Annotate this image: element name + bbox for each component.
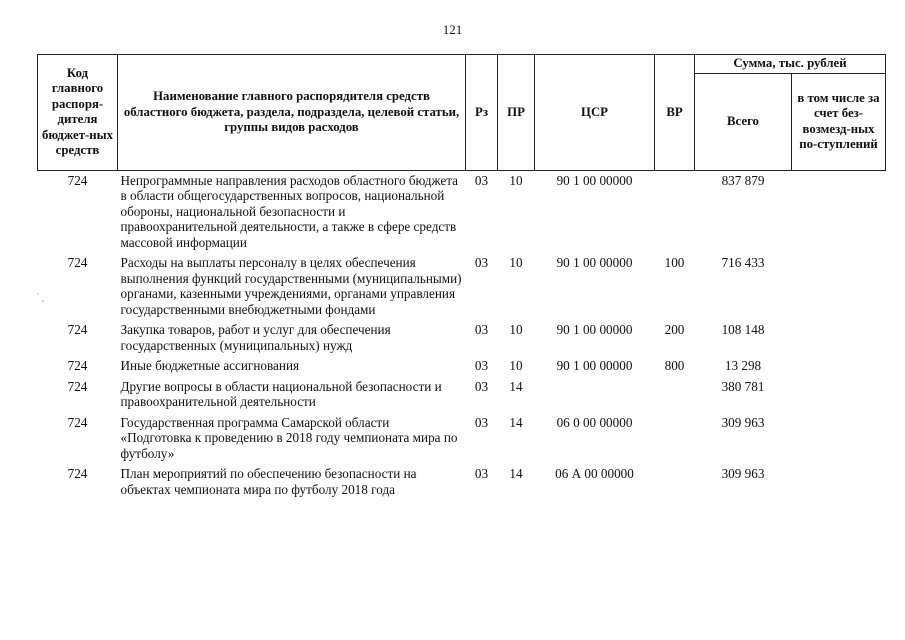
cell-gratuitous xyxy=(792,253,886,320)
table-row xyxy=(38,356,886,377)
cell-pr: 14 xyxy=(509,378,523,394)
cell-name: Другие вопросы в области национальной безопасности и правоохранительной деятельности xyxy=(120,378,442,409)
cell-rz: 03 xyxy=(474,255,489,270)
table-row xyxy=(38,464,886,500)
cell-csr: 90 1 00 00000 xyxy=(556,358,633,373)
cell-total: 309 963 xyxy=(721,414,765,430)
cell-gratuitous xyxy=(792,170,886,253)
table-row xyxy=(38,413,886,465)
cell-csr: 06 0 00 00000 xyxy=(556,414,633,430)
cell-csr xyxy=(535,377,655,413)
budget-table xyxy=(37,54,886,500)
cell-vr: 200 xyxy=(664,322,685,337)
cell-gratuitous xyxy=(792,356,886,377)
cell-gratuitous xyxy=(792,320,886,356)
cell-rz: 03 xyxy=(474,466,489,481)
cell-pr: 10 xyxy=(509,322,523,337)
cell-gratuitous xyxy=(792,377,886,413)
cell-rz: 03 xyxy=(474,358,489,373)
cell-name: Государственная программа Самарской области «Подготовка к проведению в 2018 году чемпионата мира по футболу» xyxy=(120,414,458,461)
cell-total: 837 879 xyxy=(721,172,765,188)
cell-csr: 06 А 00 00000 xyxy=(555,466,634,481)
cell-pr: 10 xyxy=(509,255,523,270)
cell-rz: 03 xyxy=(474,378,489,394)
cell-name: Расходы на выплаты персоналу в целях обеспечения выполнения функций государственными (муниципальными) органами, казенными учреждениями, органами управления государственными внебюджетными фондами xyxy=(120,255,462,317)
cell-name: Закупка товаров, работ и услуг для обеспечения государственных (муниципальных) нужд xyxy=(120,322,391,353)
cell-total: 309 963 xyxy=(721,466,765,481)
header-name: Наименование главного распорядителя средств областного бюджета, раздела, подраздела, целевой статьи, группы видов расходов xyxy=(118,55,466,171)
cell-rz: 03 xyxy=(474,322,489,337)
cell-csr: 90 1 00 00000 xyxy=(556,322,633,337)
cell-vr xyxy=(655,464,695,500)
cell-rz: 03 xyxy=(474,414,489,430)
cell-pr: 14 xyxy=(509,466,523,481)
cell-code: 724 xyxy=(67,322,88,337)
cell-name: Иные бюджетные ассигнования xyxy=(120,358,300,373)
cell-total: 716 433 xyxy=(721,255,765,270)
table-row xyxy=(38,320,886,356)
cell-name: План мероприятий по обеспечению безопасности на объектах чемпионата мира по футболу 2018 года xyxy=(120,466,417,497)
table-body xyxy=(38,170,886,500)
table-row xyxy=(38,170,886,253)
header-pr: ПР xyxy=(498,55,535,171)
header-gratuitous: в том числе за счет без-возмезд-ных по-ступлений xyxy=(792,73,886,170)
table-row xyxy=(38,253,886,320)
cell-vr xyxy=(655,377,695,413)
cell-vr xyxy=(655,170,695,253)
header-vr: ВР xyxy=(655,55,695,171)
scan-speck: ˙ ˎ xyxy=(36,292,45,302)
cell-total: 380 781 xyxy=(721,378,765,394)
cell-pr: 10 xyxy=(509,172,523,188)
cell-code: 724 xyxy=(67,255,88,270)
cell-pr: 14 xyxy=(509,414,523,430)
cell-total: 108 148 xyxy=(721,322,765,337)
cell-code: 724 xyxy=(67,378,88,394)
header-sum: Сумма, тыс. рублей xyxy=(695,55,886,74)
cell-code: 724 xyxy=(67,358,88,373)
cell-code: 724 xyxy=(67,466,88,481)
cell-gratuitous xyxy=(792,464,886,500)
cell-code: 724 xyxy=(67,414,88,430)
header-csr: ЦСР xyxy=(535,55,655,171)
cell-code: 724 xyxy=(67,172,88,188)
table-row xyxy=(38,377,886,413)
cell-csr: 90 1 00 00000 xyxy=(556,172,633,188)
cell-gratuitous xyxy=(792,413,886,465)
cell-vr: 800 xyxy=(664,358,685,373)
header-rz: Рз xyxy=(466,55,498,171)
cell-total: 13 298 xyxy=(724,358,762,373)
cell-rz: 03 xyxy=(474,172,489,188)
cell-csr: 90 1 00 00000 xyxy=(556,255,633,270)
header-code: Код главного распоря-дителя бюджет-ных средств xyxy=(38,55,118,171)
cell-pr: 10 xyxy=(509,358,523,373)
cell-vr xyxy=(655,413,695,465)
cell-vr: 100 xyxy=(664,255,685,270)
cell-name: Непрограммные направления расходов областного бюджета в области общегосударственных вопросов, национальной обороны, национальной безопасности и правоохранительной деятельности, а также в сфере средств массовой информации xyxy=(120,172,459,250)
page-number: 121 xyxy=(442,22,463,37)
header-total: Всего xyxy=(695,73,792,170)
